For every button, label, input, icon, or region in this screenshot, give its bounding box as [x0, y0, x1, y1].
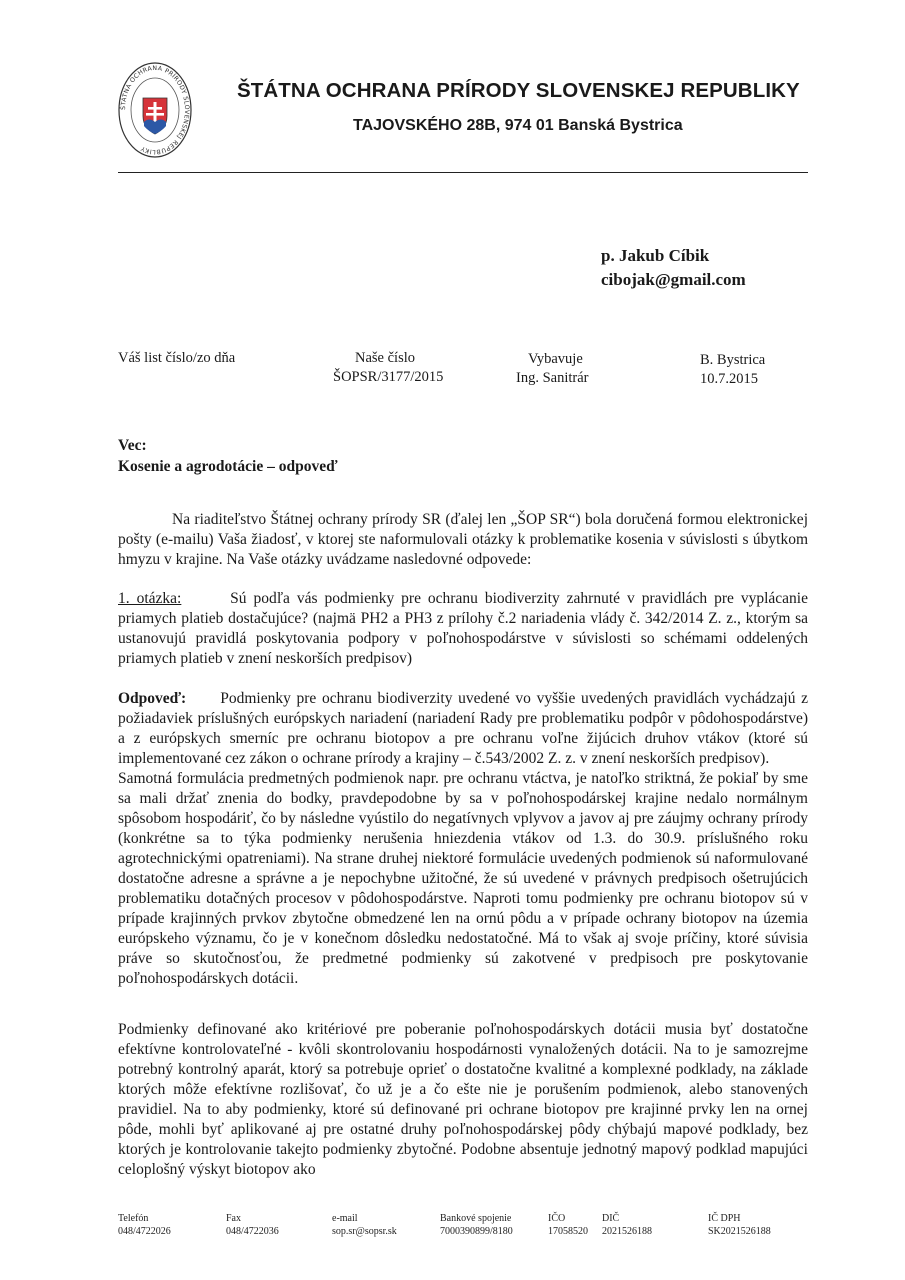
answer-text: Podmienky pre ochranu biodiverzity uvedené vo vyššie uvedených pravidlách vychádzajú z požiadaviek príslušných európskych nariadení (nariadení Rady pre problematiku podpôr v pôdohospodárstve) a z európskych smerníc pre ochranu biotopov a pre ochranu voľne žijúcich druhov vtákov (ktoré sú implementované cez zákon o ochrane prírody a krajiny – č.543/2002 Z. z. v znení neskorších predpisov). [118, 690, 808, 767]
ref-our-number-label: Naše číslo [355, 350, 415, 366]
organization-name: ŠTÁTNA OCHRANA PRÍRODY SLOVENSKEJ REPUBLIKY [237, 79, 800, 102]
recipient-name: p. Jakub Cíbik [601, 246, 710, 265]
footer-phone-label: Telefón [118, 1213, 149, 1224]
footer-fax-value: 048/4722036 [226, 1226, 279, 1237]
ref-place: B. Bystrica [700, 352, 766, 368]
footer-fax [226, 1212, 279, 1238]
footer-icdph-label: IČ DPH [708, 1213, 741, 1224]
recipient-email: cibojak@gmail.com [601, 270, 746, 289]
intro-paragraph [118, 510, 808, 570]
logo-ring-text: ŠTÁTNA OCHRANA PRÍRODY SLOVENSKEJ REPUBLIKY [119, 64, 191, 156]
organization-logo [117, 60, 193, 160]
footer-dic [602, 1212, 652, 1238]
footer-fax-label: Fax [226, 1213, 241, 1224]
ref-place-date [700, 351, 765, 389]
ref-your-letter [118, 349, 235, 368]
footer-ico [548, 1212, 588, 1238]
subject-text: Kosenie a agrodotácie – odpoveď [118, 458, 338, 475]
answer-label: Odpoveď: [118, 690, 187, 707]
paragraph-3-block [118, 1020, 808, 1180]
ref-date: 10.7.2015 [700, 371, 758, 387]
footer-phone [118, 1212, 171, 1238]
footer-email-label: e-mail [332, 1213, 358, 1224]
footer-email-value: sop.sr@sopsr.sk [332, 1226, 397, 1237]
intro-text: Na riaditeľstvo Štátnej ochrany prírody SR (ďalej len „ŠOP SR“) bola doručená formou elektronickej pošty (e-mailu) Vaša žiadosť, v ktorej ste naformulovali otázky k problematike kosenia v súvislosti s úbytkom hmyzu v krajine. Na Vaše otázky uvádzame nasledovné odpovede: [118, 511, 808, 568]
question-label: 1. otázka: [118, 590, 182, 607]
header-divider [118, 172, 808, 173]
ref-handled-by-value: Ing. Sanitrár [516, 370, 589, 386]
ref-our-number [333, 349, 443, 387]
recipient-block [601, 244, 746, 292]
paragraph-2: Samotná formulácia predmetných podmienok napr. pre ochranu vtáctva, je natoľko striktná, že pokiaľ by sme sa mali držať znenia do bodky, pravdepodobne by sa v poľnohospodárskej krajine nedalo normálnym spôsobom hospodáriť, čo by následne vyústilo do negatívnych vplyvov a javov aj pre záujmy ochrany prírody (konkrétne sa to týka podmienky nerušenia hniezdenia vtákov od 1.3. do 30.9. príslušného roku agrotechnickými opatreniami). Na strane druhej niektoré formulácie uvedených podmienok sú naformulované dostatočne adresne a správne a je nepochybne užitočné, že sú uvedené v právnych predpisoch ošetrujúcich problematiku dotačných procesov v pôdohospodárstve. Naproti tomu podmienky pre ochranu biotopov sú v prípade krajinných prvkov zbytočne obmedzené len na ornú pôdu a v prípade ochrany biotopov na územia európskeho významu, čo je v konečnom dôsledku nedostatočné. Má to však aj svoje príčiny, ktoré súvisia práve so skutočnosťou, že predmetné podmienky sú zakotvené v predpisoch pre poskytovanie poľnohospodárskych dotácii. [118, 770, 808, 987]
answer-paragraph [118, 689, 808, 989]
paragraph-3: Podmienky definované ako kritériové pre poberanie poľnohospodárskych dotácii musia byť dostatočne efektívne kontrolovateľné - kvôli skontrolovaniu hospodárnosti vynaložených dotácii. Na to je samozrejme potrebný kontrolný aparát, ktorý sa potrebuje oprieť o dostatočne kvalitné a komplexné podklady, na základe ktorých môže efektívne rozlišovať, čo už je a čo ešte nie je porušením podmienok, alebo stanovených pravidiel. Na to aby podmienky, ktoré sú definované pri ochrane biotopov pre krajinné prvky len na ornej pôde, mohli byť aplikované aj pre ostatné druhy poľnohospodárskej pôdy chýbajú mapové podklady, bez ktorých je kontrolovanie takejto podmienky zbytočné. Podobne absentuje jednotný mapový podklad mapujúci celoplošný výskyt biotopov ako [118, 1021, 808, 1178]
footer-bank [440, 1212, 513, 1238]
ref-your-letter-label: Váš list číslo/zo dňa [118, 350, 236, 366]
footer-bank-label: Bankové spojenie [440, 1213, 512, 1224]
footer-dic-value: 2021526188 [602, 1226, 652, 1237]
subject-label: Vec: [118, 437, 147, 454]
footer-ico-label: IČO [548, 1213, 566, 1224]
subject-block [118, 435, 337, 477]
ref-handled-by [516, 350, 588, 388]
footer-email [332, 1212, 397, 1238]
footer-phone-value: 048/4722026 [118, 1226, 171, 1237]
footer-bank-value: 7000390899/8180 [440, 1226, 513, 1237]
footer-dic-label: DIČ [602, 1213, 620, 1224]
footer-ico-value: 17058520 [548, 1226, 588, 1237]
footer-icdph-value: SK2021526188 [708, 1226, 771, 1237]
question-text: Sú podľa vás podmienky pre ochranu biodiverzity zahrnuté v pravidlách pre vyplácanie priamych platieb dostačujúce? (najmä PH2 a PH3 z prílohy č.2 nariadenia vlády č. 342/2014 Z. z., ktorým sa ustanovujú pravidlá poskytovania podpory v poľnohospodárstve v súvislosti so schémami oddelených priamych platieb v znení neskorších predpisov) [118, 590, 808, 667]
question-paragraph [118, 589, 808, 669]
ref-handled-by-label: Vybavuje [528, 351, 583, 367]
ref-our-number-value: ŠOPSR/3177/2015 [333, 369, 444, 385]
organization-address: TAJOVSKÉHO 28B, 974 01 Banská Bystrica [353, 117, 683, 134]
footer-icdph [708, 1212, 771, 1238]
